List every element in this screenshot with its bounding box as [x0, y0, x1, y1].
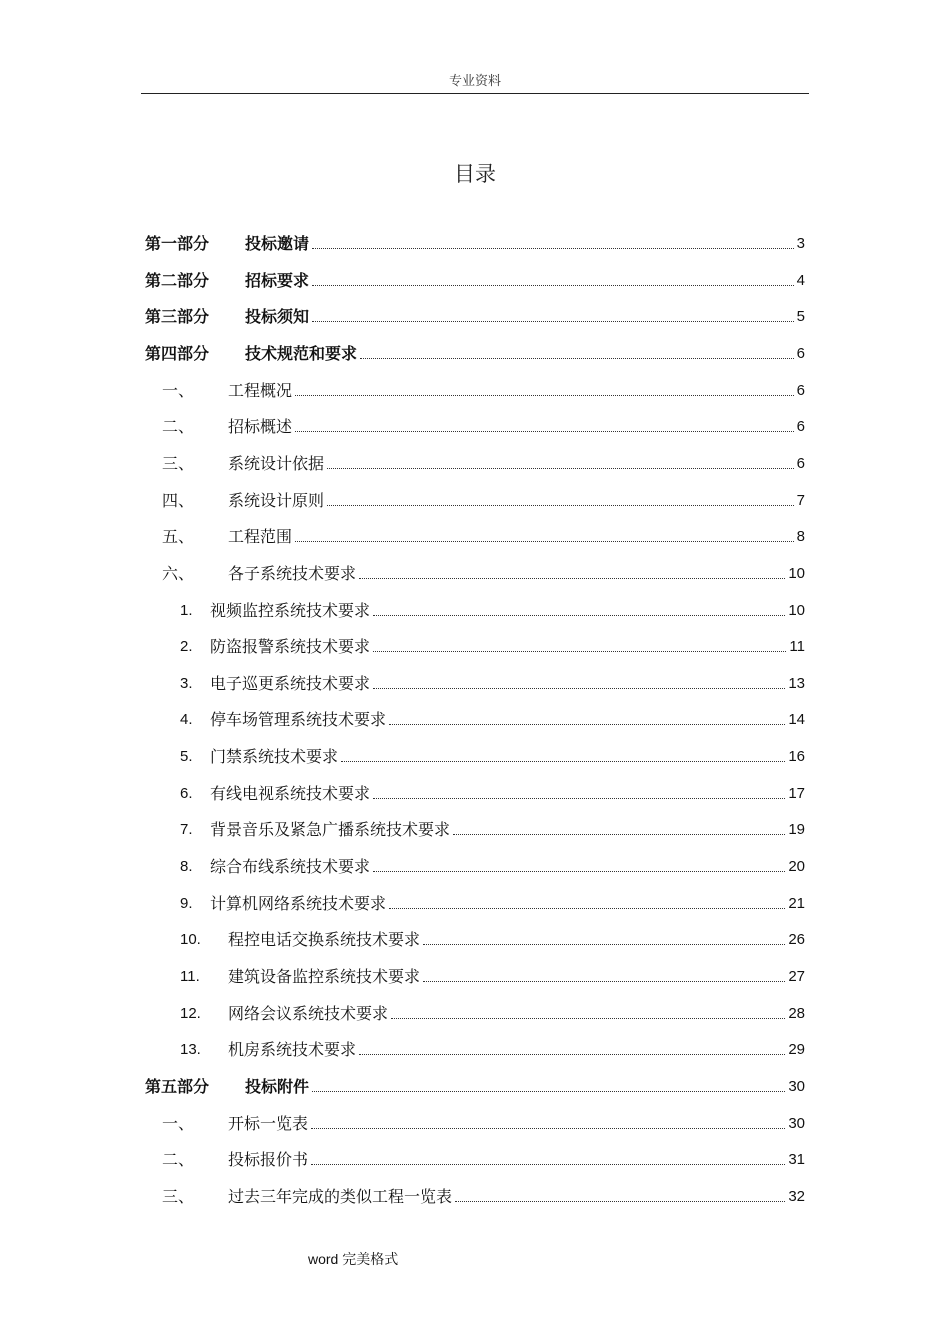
toc-entry[interactable] — [180, 670, 805, 694]
toc-leader-dots — [311, 1164, 785, 1165]
toc-entry-title: 投标报价书 — [228, 1150, 309, 1169]
toc-entry-number: 8. — [180, 858, 193, 875]
toc-entry[interactable] — [180, 816, 805, 840]
toc-entry-title: 门禁系统技术要求 — [210, 747, 339, 766]
toc-entry-number: 四、 — [162, 491, 195, 510]
toc-entry-number: 9. — [180, 895, 193, 912]
toc-entry[interactable] — [162, 450, 805, 474]
toc-entry-page: 6 — [796, 345, 805, 362]
toc-entry[interactable] — [180, 963, 805, 987]
toc-entry-number: 六、 — [162, 564, 195, 583]
toc-entry-title: 招标要求 — [245, 271, 310, 290]
toc-entry-number: 三、 — [162, 454, 195, 473]
toc-entry-title: 开标一览表 — [228, 1114, 309, 1133]
toc-entry[interactable] — [162, 523, 805, 547]
toc-leader-dots — [453, 834, 785, 835]
toc-entry-page: 32 — [788, 1188, 805, 1205]
toc-entry[interactable] — [180, 780, 805, 804]
toc-entry-number: 7. — [180, 821, 193, 838]
toc-leader-dots — [359, 578, 785, 579]
toc-entry-title: 工程概况 — [228, 381, 293, 400]
toc-entry-page: 3 — [796, 235, 805, 252]
toc-entry-title: 计算机网络系统技术要求 — [210, 894, 387, 913]
toc-entry[interactable] — [145, 267, 805, 291]
toc-entry[interactable] — [145, 1073, 805, 1097]
toc-entry-number: 一、 — [162, 381, 195, 400]
toc-entry-title: 电子巡更系统技术要求 — [210, 674, 371, 693]
toc-entry[interactable] — [145, 303, 805, 327]
toc-entry-page: 6 — [796, 455, 805, 472]
toc-entry-page: 10 — [788, 565, 805, 582]
toc-leader-dots — [373, 871, 785, 872]
toc-leader-dots — [295, 431, 794, 432]
toc-entry[interactable] — [180, 1036, 805, 1060]
toc-entry-title: 各子系统技术要求 — [228, 564, 357, 583]
toc-entry[interactable] — [180, 853, 805, 877]
toc-entry[interactable] — [180, 890, 805, 914]
toc-entry-number: 第三部分 — [145, 307, 210, 326]
toc-leader-dots — [373, 651, 786, 652]
toc-entry-number: 11. — [180, 968, 200, 985]
toc-entry-number: 6. — [180, 785, 193, 802]
toc-entry-title: 视频监控系统技术要求 — [210, 601, 371, 620]
toc-entry-number: 10. — [180, 931, 201, 948]
toc-entry-title: 网络会议系统技术要求 — [228, 1004, 389, 1023]
toc-entry[interactable] — [180, 743, 805, 767]
toc-leader-dots — [312, 1091, 785, 1092]
toc-entry-page: 20 — [788, 858, 805, 875]
toc-leader-dots — [373, 688, 785, 689]
toc-entry-page: 14 — [788, 711, 805, 728]
toc-entry-number: 3. — [180, 675, 193, 692]
toc-leader-dots — [373, 798, 785, 799]
page-footer: word 完美格式 — [308, 1251, 399, 1267]
toc-entry[interactable] — [145, 340, 805, 364]
toc-entry-number: 二、 — [162, 417, 195, 436]
toc-entry-number: 第一部分 — [145, 234, 210, 253]
toc-entry-title: 过去三年完成的类似工程一览表 — [228, 1187, 453, 1206]
toc-entry-page: 19 — [788, 821, 805, 838]
toc-entry-page: 31 — [788, 1151, 805, 1168]
toc-entry-page: 6 — [796, 382, 805, 399]
toc-entry-number: 12. — [180, 1005, 201, 1022]
toc-entry-page: 16 — [788, 748, 805, 765]
toc-entry-title: 投标须知 — [245, 307, 310, 326]
toc-entry-number: 五、 — [162, 527, 195, 546]
toc-leader-dots — [327, 468, 794, 469]
toc-entry-title: 建筑设备监控系统技术要求 — [228, 967, 421, 986]
toc-entry-number: 二、 — [162, 1150, 195, 1169]
toc-entry-number: 第二部分 — [145, 271, 210, 290]
toc-entry-page: 17 — [788, 785, 805, 802]
toc-entry[interactable] — [162, 1146, 805, 1170]
toc-entry[interactable] — [162, 487, 805, 511]
toc-entry-title: 系统设计原则 — [228, 491, 325, 510]
toc-entry-number: 一、 — [162, 1114, 195, 1133]
toc-entry[interactable] — [162, 377, 805, 401]
toc-entry-title: 机房系统技术要求 — [228, 1040, 357, 1059]
toc-leader-dots — [389, 724, 785, 725]
toc-entry-page: 7 — [796, 492, 805, 509]
toc-entry-page: 26 — [788, 931, 805, 948]
toc-leader-dots — [295, 395, 794, 396]
toc-entry-number: 1. — [180, 602, 193, 619]
toc-entry-page: 8 — [796, 528, 805, 545]
toc-entry-page: 13 — [788, 675, 805, 692]
toc-entry[interactable] — [162, 1183, 805, 1207]
toc-entry-page: 29 — [788, 1041, 805, 1058]
toc-entry-title: 技术规范和要求 — [245, 344, 358, 363]
toc-entry-page: 30 — [788, 1078, 805, 1095]
toc-entry-title: 投标邀请 — [245, 234, 310, 253]
toc-leader-dots — [389, 908, 785, 909]
toc-leader-dots — [455, 1201, 785, 1202]
toc-leader-dots — [311, 1128, 785, 1129]
toc-leader-dots — [341, 761, 785, 762]
toc-entry[interactable] — [180, 597, 805, 621]
toc-entry-number: 4. — [180, 711, 193, 728]
toc-entry[interactable] — [145, 230, 805, 254]
toc-entry[interactable] — [180, 926, 805, 950]
toc-entry-number: 第四部分 — [145, 344, 210, 363]
toc-entry-title: 程控电话交换系统技术要求 — [228, 930, 421, 949]
toc-entry-page: 5 — [796, 308, 805, 325]
toc-leader-dots — [312, 321, 794, 322]
toc-leader-dots — [423, 981, 785, 982]
toc-entry[interactable] — [162, 413, 805, 437]
toc-entry-number: 第五部分 — [145, 1077, 210, 1096]
toc-entry[interactable] — [180, 706, 805, 730]
toc-entry-title: 投标附件 — [245, 1077, 310, 1096]
toc-entry-title: 防盗报警系统技术要求 — [210, 637, 371, 656]
toc-leader-dots — [359, 1054, 785, 1055]
toc-entry-page: 21 — [788, 895, 805, 912]
toc-entry-title: 综合布线系统技术要求 — [210, 857, 371, 876]
toc-entry-page: 28 — [788, 1005, 805, 1022]
toc-leader-dots — [373, 615, 785, 616]
toc-title: 目录 — [454, 162, 496, 186]
toc-entry-title: 有线电视系统技术要求 — [210, 784, 371, 803]
toc-entry-page: 6 — [796, 418, 805, 435]
toc-leader-dots — [295, 541, 794, 542]
toc-leader-dots — [327, 505, 794, 506]
toc-entry-number: 13. — [180, 1041, 201, 1058]
toc-entry-page: 30 — [788, 1115, 805, 1132]
toc-leader-dots — [391, 1018, 785, 1019]
toc-entry-title: 停车场管理系统技术要求 — [210, 710, 387, 729]
toc-entry-page: 10 — [788, 602, 805, 619]
toc-leader-dots — [312, 285, 794, 286]
toc-entry-number: 5. — [180, 748, 193, 765]
toc-entry[interactable] — [162, 1110, 805, 1134]
toc-entry-title: 招标概述 — [228, 417, 293, 436]
toc-entry[interactable] — [180, 1000, 805, 1024]
toc-entry-title: 工程范围 — [228, 527, 293, 546]
page-header: 专业资料 — [141, 70, 809, 94]
toc-leader-dots — [312, 248, 794, 249]
toc-entry-number: 三、 — [162, 1187, 195, 1206]
toc-entry-title: 系统设计依据 — [228, 454, 325, 473]
toc-leader-dots — [423, 944, 785, 945]
toc-entry-title: 背景音乐及紧急广播系统技术要求 — [210, 820, 451, 839]
toc-entry-number: 2. — [180, 638, 193, 655]
toc-entry[interactable] — [180, 633, 805, 657]
toc-entry-page: 11 — [789, 638, 805, 655]
toc-entry[interactable] — [162, 560, 805, 584]
toc-entry-page: 27 — [788, 968, 805, 985]
toc-leader-dots — [360, 358, 794, 359]
toc-entry-page: 4 — [796, 272, 805, 289]
